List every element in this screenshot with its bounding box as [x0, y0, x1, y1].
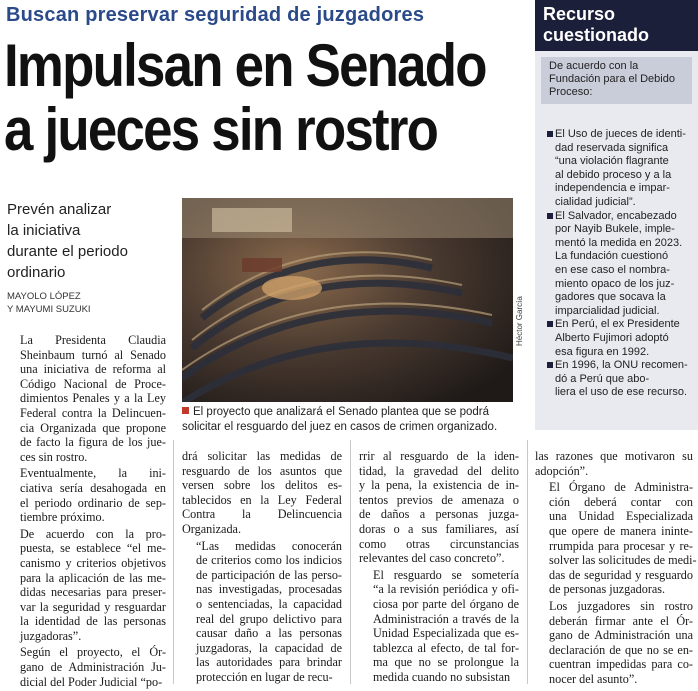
- sidebar-item-line: liera el uso de ese recurso.: [555, 386, 688, 399]
- sidebar-item-line: mentó la medida en 2023.: [555, 236, 683, 249]
- paragraph: [535, 599, 693, 687]
- text-line: y la pena, la existencia de in-: [359, 478, 519, 493]
- text-line: rrumpida para procesar y re-: [549, 538, 693, 553]
- text-line: El Órgano de Administra-: [549, 480, 693, 495]
- sidebar-title: [535, 0, 698, 51]
- sidebar-item-line: dad reservada significa: [555, 141, 669, 154]
- text-line: solver las solicitudes de medi-: [549, 553, 697, 568]
- text-line: tentos previos de amenaza o: [359, 492, 519, 507]
- sidebar-item-line: imparcialidad judicial.: [555, 304, 660, 317]
- text-line: gano de Administración Ju-: [20, 660, 166, 675]
- text-line: las razones que motivaron su: [535, 449, 693, 463]
- text-line: puesta, se establece “el me-: [20, 541, 166, 556]
- text-line: de daños a personas juzga-: [359, 507, 519, 522]
- text-line: para la aplicación de las me-: [20, 570, 166, 585]
- text-line: juzgadoras”.: [20, 628, 82, 643]
- sidebar-list: [547, 128, 697, 400]
- text-line: como otras circunstancias: [359, 536, 519, 551]
- text-line: tidad, la gravedad del delito: [359, 463, 519, 478]
- byline: [7, 290, 91, 316]
- text-line: canismo y criterios objetivos: [20, 555, 166, 570]
- text-line: deberán firmar ante el Ór-: [549, 613, 693, 628]
- headline-line: a jueces sin rostro: [4, 96, 438, 163]
- article-column-3: [359, 449, 519, 687]
- sidebar-item-line: por Nayib Bukele, imple-: [555, 223, 675, 236]
- sidebar-item-line: gadores que socava la: [555, 291, 666, 304]
- text-line: adopción”.: [535, 463, 589, 478]
- text-line: nocer del asunto”.: [549, 671, 638, 686]
- sidebar-item-line: El Salvador, encabezado: [555, 209, 677, 222]
- article-column-4: [535, 449, 697, 689]
- text-line: Eventualmente, la ini-: [20, 466, 166, 481]
- text-line: doras o a sus familiares, así: [359, 521, 519, 536]
- paragraph: [535, 480, 697, 597]
- text-line: cuentran impedidas para co-: [549, 657, 693, 672]
- headline-line: Impulsan en Senado: [4, 32, 486, 99]
- text-line: ciativa sería desahogada en: [20, 480, 166, 495]
- text-line: ciosa por parte del órgano de: [373, 596, 519, 611]
- text-line: versen sobre los delitos es-: [182, 478, 342, 493]
- paragraph: [359, 568, 519, 685]
- text-line: la identidad de las personas: [20, 614, 166, 629]
- sidebar-item-line: independencia e impar-: [555, 182, 670, 195]
- text-line: una iniciativa de reforma al: [20, 362, 166, 377]
- sidebar-item-line: al debido proceso y a la: [555, 168, 672, 181]
- text-line: que opere de manera ininte-: [549, 523, 693, 538]
- text-line: tiembre próximo.: [20, 510, 105, 525]
- text-line: declaración de que no se en-: [549, 642, 693, 657]
- deck-line: durante el periodo: [7, 243, 128, 260]
- paragraph: [6, 466, 166, 524]
- text-line: una Unidad Especializada: [549, 509, 693, 524]
- sidebar-title-line: cuestionado: [543, 25, 650, 45]
- text-line: relevantes del caso concreto”.: [359, 551, 505, 566]
- headline: [4, 32, 486, 163]
- text-line: juzgadoras, la capacidad de: [196, 640, 342, 655]
- deck-line: Prevén analizar: [7, 201, 112, 218]
- senate-photo: [182, 198, 513, 402]
- text-line: dimientos Penales y a la Ley: [20, 391, 166, 406]
- text-line: causar daño a las personas: [196, 626, 342, 641]
- bullet-square-icon: [547, 213, 553, 219]
- sidebar-list-item: [547, 359, 697, 400]
- sidebar-title-line: Recurso: [543, 4, 616, 24]
- sidebar-item-line: miento opaco de los juz-: [555, 277, 675, 290]
- text-line: gano de Administración una: [549, 628, 693, 643]
- sidebar-box: [535, 0, 698, 430]
- caption-line: El proyecto que analizará el Senado plantea que se podrá: [182, 405, 522, 420]
- text-line: Según el proyecto, el Ór-: [20, 645, 166, 660]
- text-line: ces sin rostro.: [20, 449, 88, 464]
- text-line: Contra la Delincuencia: [182, 507, 342, 522]
- sidebar-item-line: La fundación cuestionó: [555, 250, 669, 263]
- paragraph: [535, 449, 693, 478]
- sidebar-item-line: El Uso de jueces de identi-: [555, 128, 686, 140]
- paragraph: [359, 449, 519, 566]
- paragraph: [6, 527, 166, 644]
- text-line: de participación de las perso-: [196, 567, 342, 582]
- sidebar-item-line: esa figura en 1992.: [555, 345, 650, 358]
- paragraph: [6, 333, 166, 464]
- sidebar-item-line: En Perú, el ex Presidente: [555, 318, 680, 331]
- text-line: El resguardo se sometería: [373, 567, 519, 582]
- text-line: las autoridades para brindar: [196, 655, 342, 670]
- text-line: var la seguridad y resguardar: [20, 599, 166, 614]
- text-line: medida cuando no subsistan: [373, 669, 511, 684]
- text-line: drá solicitar las medidas de: [182, 449, 342, 463]
- sidebar-item-line: cialidad judicial”.: [555, 195, 636, 208]
- sidebar-item-line: Alberto Fujimori adoptó: [555, 331, 669, 344]
- deck-line: ordinario: [7, 264, 66, 281]
- text-line: rrir al resguardo de la iden-: [359, 449, 519, 463]
- sidebar-item-line: en ese caso el nombra-: [555, 263, 670, 276]
- text-line: das de seguridad y resguardo: [549, 567, 693, 582]
- column-divider: [173, 440, 174, 684]
- paragraph: [6, 645, 166, 689]
- text-line: de personas juzgadoras.: [549, 582, 666, 597]
- text-line: “Las medidas conocerán: [196, 538, 342, 553]
- text-line: de facto la figura de los jue-: [20, 435, 166, 450]
- text-line: Federal contra la Delincuen-: [20, 405, 166, 420]
- paragraph: [182, 539, 342, 685]
- bullet-square-icon: [547, 362, 553, 368]
- sidebar-intro-line: De acuerdo con la: [549, 60, 639, 72]
- text-line: tablecidos en la Ley Federal: [182, 492, 342, 507]
- sidebar-list-item: [547, 128, 697, 210]
- text-line: didas necesarias para preser-: [20, 585, 166, 600]
- deck: [7, 199, 172, 283]
- text-line: tablezca al efecto, de tal for-: [373, 640, 519, 655]
- bullet-square-icon: [547, 131, 553, 137]
- text-line: protección en lugar de recu-: [196, 669, 333, 684]
- text-line: Unidad Especializada que es-: [373, 626, 519, 641]
- article-column-2: [182, 449, 342, 687]
- column-divider: [350, 440, 351, 684]
- byline-line: MAYOLO LÓPEZ: [7, 291, 81, 302]
- text-line: Código Nacional de Proce-: [20, 376, 166, 391]
- text-line: o sentenciadas, la capacidad: [196, 596, 342, 611]
- text-line: ma que no se prolongue la: [373, 655, 519, 670]
- column-divider: [527, 440, 528, 684]
- sidebar-list-item: [547, 210, 697, 319]
- sidebar-list-item: [547, 318, 697, 359]
- text-line: Administración a través de la: [373, 611, 519, 626]
- text-line: el periodo ordinario de sep-: [20, 495, 166, 510]
- caption-line: solicitar el resguardo del juez en casos de crimen organizado.: [182, 421, 498, 433]
- caption-marker-icon: [182, 407, 189, 414]
- kicker: Buscan preservar seguridad de juzgadores: [6, 4, 425, 26]
- bullet-square-icon: [547, 321, 553, 327]
- text-line: La Presidenta Claudia: [20, 333, 166, 347]
- text-line: dicial del Poder Judicial “po-: [20, 674, 163, 689]
- text-line: de criterios como los indicios: [196, 553, 342, 568]
- text-line: Organizada.: [182, 521, 241, 536]
- sidebar-intro-line: Proceso:: [549, 86, 593, 98]
- article-column-1: [6, 333, 166, 691]
- senate-chamber-image: [182, 198, 513, 402]
- sidebar-item-line: dó a Perú que abo-: [555, 372, 650, 385]
- text-line: Los juzgadores sin rostro: [549, 598, 693, 613]
- text-line: De acuerdo con la pro-: [20, 526, 166, 541]
- text-line: resguardo de los asuntos que: [182, 463, 342, 478]
- byline-line: Y MAYUMI SUZUKI: [7, 304, 91, 315]
- text-line: Sheinbaum turnó al Senado: [20, 347, 166, 362]
- text-line: real del grupo delictivo para: [196, 611, 342, 626]
- sidebar-item-line: “una violación flagrante: [555, 155, 669, 168]
- paragraph: [182, 449, 342, 537]
- text-line: nas investigadas, procesadas: [196, 582, 342, 597]
- text-line: ción deberá contar con: [549, 494, 693, 509]
- photo-caption: [182, 405, 522, 435]
- sidebar-intro-line: Fundación para el Debido: [549, 73, 675, 85]
- sidebar-intro: [541, 57, 692, 104]
- photo-credit: Héctor García: [515, 296, 524, 346]
- text-line: “a la revisión periódica y ofi-: [373, 582, 519, 597]
- deck-line: la iniciativa: [7, 222, 81, 239]
- text-line: cia Organizada que propone: [20, 420, 166, 435]
- sidebar-item-line: En 1996, la ONU recomen-: [555, 359, 688, 372]
